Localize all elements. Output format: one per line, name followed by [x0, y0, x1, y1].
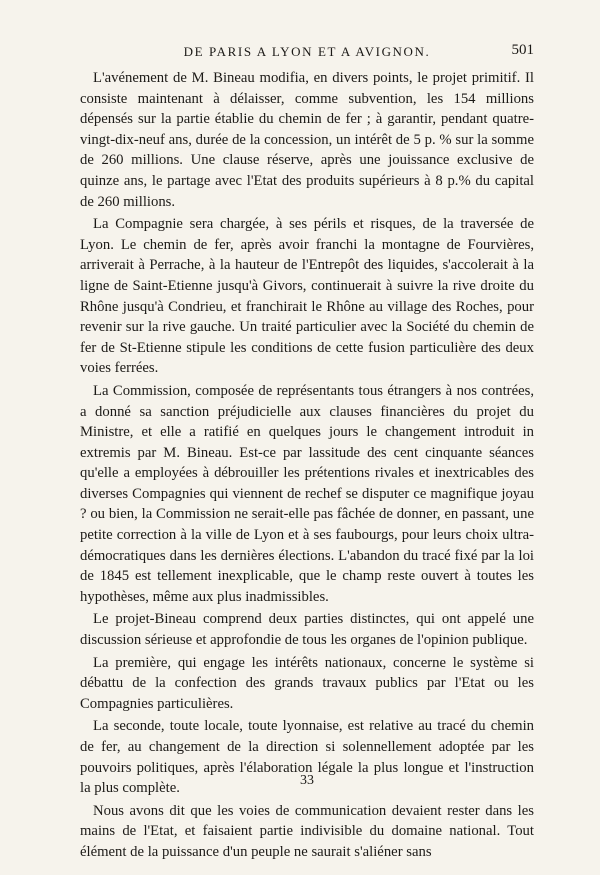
paragraph-2: La Compagnie sera chargée, à ses périls et risques, de la traversée de Lyon. Le chemin de fer, après avoir franchi la montagne de Fourvières, arriverait à Perrache, à la hauteur de l'Entrepôt des liquides, s'accolerait à la ligne de Saint-Etienne jusqu'à Givors, continuerait à suivre la rive droite du Rhône jusqu'à Condrieu, et franchirait le Rhône au village des Roches, pour revenir sur la rive gauche. Un traité particulier avec la Société du chemin de fer de St-Etienne stipule les conditions de cette fusion particulière des deux voies ferrées. — [80, 216, 534, 377]
paragraph-1: L'avénement de M. Bineau modifia, en divers points, le projet primitif. Il consiste maintenant à délaisser, comme subvention, les 154 millions dépensés sur la partie établie du chemin de fer ; à garantir, pendant quatre-vingt-dix-neuf ans, durée de la concession, un intérêt de 5 p. % sur la somme de 260 millions. Une clause réserve, après une jouissance exclusive de quinze ans, le partage avec l'Etat des produits supérieurs à 8 p.% du capital de 260 millions. — [80, 70, 534, 210]
paragraph-4: Le projet-Bineau comprend deux parties distinctes, qui ont appelé une discussion sérieuse et approfondie de tous les organes de l'opinion publique. — [80, 611, 534, 649]
signature-mark: 33 — [300, 773, 314, 788]
page-number: 501 — [511, 42, 534, 58]
paragraph-3: La Commission, composée de représentants tous étrangers à nos contrées, a donné sa sanction préjudicielle aux clauses financières du projet du Ministre, et elle a ratifié en quelques jours le changement introduit in extremis par M. Bineau. Est-ce par lassitude des cent cinquante séances qu'elle a employées à débrouiller les prétentions rivales et inextricables des diverses Compagnies qui viennent de rechef se disputer ce magnifique joyau ? ou bien, la Commission ne serait-elle pas fâchée de donner, en passant, une petite correction à la ville de Lyon et à ses faubourgs, pour leurs choix ultra-démocratiques dans les dernières élections. L'abandon du tracé fixé par la loi de 1845 est tellement inexplicable, que le champ reste ouvert à toutes les hypothèses, même aux plus inadmissibles. — [80, 382, 534, 605]
running-title: DE PARIS A LYON ET A AVIGNON. — [183, 44, 431, 59]
paragraph-7: Nous avons dit que les voies de communication devaient rester dans les mains de l'Etat, et faisaient partie indivisible du domaine national. Tout élément de la puissance d'un peuple ne saurait s'aliéner sans — [80, 802, 534, 860]
running-head — [80, 44, 534, 64]
body-text — [80, 68, 534, 863]
paragraph-6: La seconde, toute locale, toute lyonnaise, est relative au tracé du chemin de fer, au changement de la direction si solennellement adoptée par les pouvoirs politiques, après l'élaboration légale la plus longue et l'instruction la plus complète. — [80, 718, 534, 797]
paragraph-5: La première, qui engage les intérêts nationaux, concerne le système si débattu de la confection des grands travaux publics par l'Etat ou les Compagnies particulières. — [80, 654, 534, 712]
